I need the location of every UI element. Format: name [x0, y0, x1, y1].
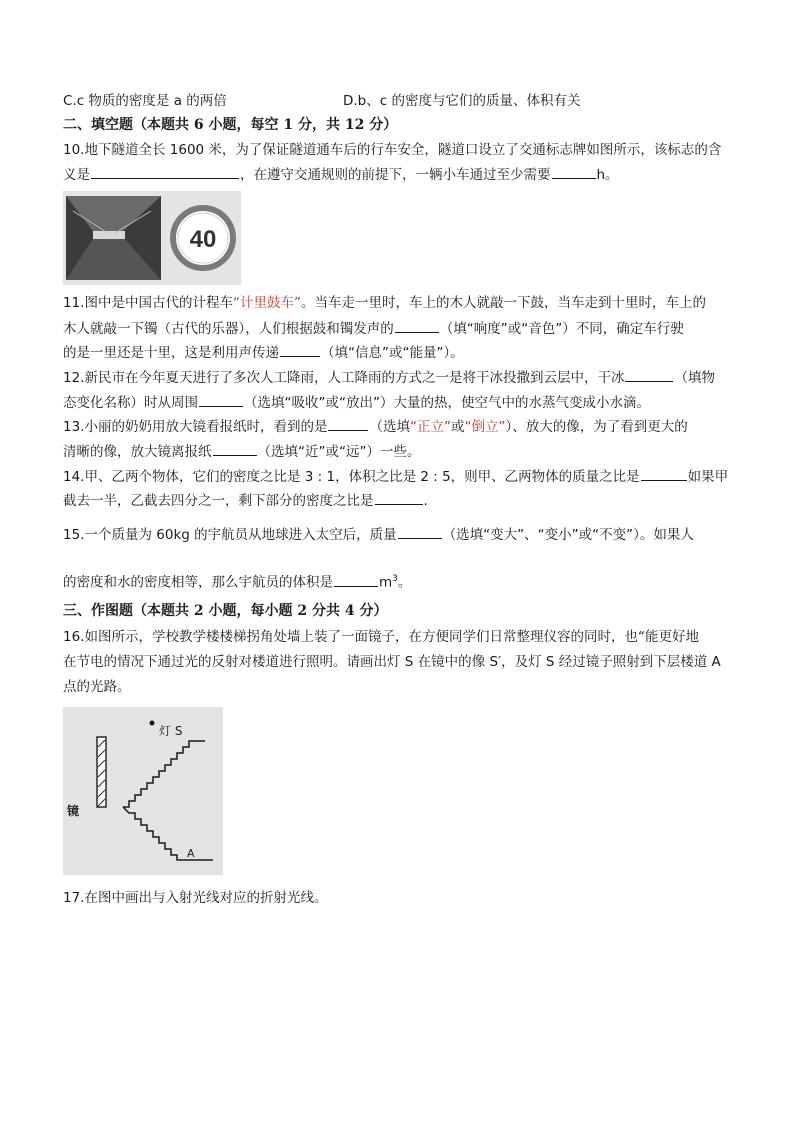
staircase-mirror-figure	[63, 707, 223, 875]
mirror-label: 镜	[67, 804, 80, 818]
q10-text-b: ，在遵守交通规则的前提下，一辆小车通过至少需要	[240, 167, 551, 183]
q16-line3: 点的光路。	[63, 679, 131, 695]
point-a-label: A	[187, 847, 195, 860]
q10-text-a: 义是	[63, 167, 90, 183]
q14-text-b: 如果甲	[687, 469, 729, 485]
q13-line2	[63, 441, 420, 462]
q10-text-c: h。	[596, 167, 619, 183]
q13-blank-1[interactable]	[328, 416, 368, 431]
q15-line1	[63, 524, 694, 545]
q13-blank-2[interactable]	[213, 441, 257, 456]
q16-line2: 在节电的情况下通过光的反射对楼道进行照明。请画出灯 S 在镜中的像 S′，及灯 S 经过镜子照射到下层楼道 A	[63, 654, 721, 670]
q12-line2	[63, 392, 650, 413]
q13-text-b: （选填	[369, 419, 410, 435]
q15-line2	[63, 569, 411, 593]
q15-text-a: 15.一个质量为 60kg 的宇航员从地球进入太空后，质量	[63, 527, 397, 543]
q13-text-c: 或	[450, 419, 465, 435]
q10-line2	[63, 164, 619, 185]
q11-line3	[63, 342, 464, 363]
option-c: C.c 物质的密度是 a 的两倍	[63, 93, 227, 109]
q11-blank-1[interactable]	[395, 318, 439, 333]
q12-text-b: （填物	[674, 370, 715, 386]
q13-red-inverted: “倒立”	[464, 419, 506, 435]
q13-text-a: 13.小丽的奶奶用放大镜看报纸时，看到的是	[63, 419, 328, 435]
section-2-title: 二、填空题（本题共 6 小题，每空 1 分，共 12 分）	[63, 117, 398, 133]
q12-blank-1[interactable]	[625, 367, 673, 382]
q11-text-f: （填“信息”或“能量”）。	[321, 345, 464, 361]
q15-blank-1[interactable]	[398, 524, 442, 539]
q11-text-d: （填“响度”或“音色”）不同，确定车行驶	[439, 321, 684, 337]
lamp-label: 灯 S	[159, 724, 183, 738]
option-row	[63, 91, 227, 111]
q14-text-c: 截去一半，乙截去四分之一，剩下部分的密度之比是	[63, 493, 374, 509]
q11-line1	[63, 293, 706, 313]
staircase-mirror-svg	[63, 707, 223, 875]
q11-text-a: 11.图中是中国古代的计程车	[63, 295, 233, 311]
lamp-icon	[150, 721, 155, 726]
speed-limit-number: 40	[189, 226, 217, 253]
q10-blank-1[interactable]	[91, 164, 239, 179]
q13-text-d: ）、放大的像，为了看到更大的	[505, 419, 688, 435]
q11-line2	[63, 318, 684, 339]
q13-text-e: 清晰的像，放大镜离报纸	[63, 444, 212, 460]
q12-text-a: 12.新民市在今年夏天进行了多次人工降雨，人工降雨的方式之一是将干冰投撒到云层中，干冰	[63, 370, 625, 386]
q13-red-upright: “正立”	[409, 419, 451, 435]
q15-text-c: 的密度和水的密度相等，那么宇航员的体积是	[63, 574, 333, 591]
q15-text-d: 。	[397, 574, 412, 591]
q11-text-b: 。当车走一里时，车上的木人就敲一下鼓，当车走到十里时，车上的	[300, 295, 706, 311]
q15-blank-2[interactable]	[334, 572, 378, 587]
q11-text-c: 木人就敲一下镯（古代的乐器），人们根据鼓和镯发声的	[63, 321, 394, 337]
q14-text-a: 14.甲、乙两个物体，它们的密度之比是 3 : 1，体积之比是 2 : 5，则甲、乙两物体的质量之比是	[63, 469, 640, 485]
q11-text-e: 的是一里还是十里，这是利用声传递	[63, 345, 279, 361]
q13-line1	[63, 416, 688, 437]
tunnel-sign-svg	[63, 191, 241, 285]
q15-text-b: （选填“变大”、“变小”或“不变”）。如果人	[442, 527, 694, 543]
q12-text-c: 态变化名称）时从周围	[63, 395, 198, 411]
q14-line1	[63, 466, 728, 487]
q15-unit-exponent: 3	[392, 574, 398, 584]
q11-red-term: “计里鼓车”	[232, 295, 301, 311]
q16-line1: 16.如图所示，学校教学楼楼梯拐角处墙上装了一面镜子，在方便同学们日常整理仪容的同时，也“能更好地	[63, 629, 699, 645]
q11-blank-2[interactable]	[280, 342, 320, 357]
q12-blank-2[interactable]	[199, 392, 243, 407]
q14-text-d: .	[423, 493, 428, 509]
tunnel-sign-figure	[63, 191, 241, 285]
q12-line1	[63, 367, 715, 388]
q13-text-f: （选填“近”或“远”）一些。	[257, 444, 421, 460]
q15-unit: m	[379, 574, 393, 591]
q14-blank-1[interactable]	[641, 466, 687, 481]
q14-line2	[63, 490, 428, 511]
option-d-row	[343, 91, 580, 111]
q17-line1: 17.在图中画出与入射光线对应的折射光线。	[63, 890, 328, 906]
q14-blank-2[interactable]	[375, 490, 423, 505]
q10-blank-2[interactable]	[552, 164, 596, 179]
q10-line1: 10.地下隧道全长 1600 米，为了保证隧道通车后的行车安全，隧道口设立了交通标志牌如图所示，该标志的含	[63, 142, 722, 158]
option-d: D.b、c 的密度与它们的质量、体积有关	[343, 93, 581, 109]
q12-text-d: （选填“吸收”或“放出”）大量的热，使空气中的水蒸气变成小水滴。	[244, 395, 650, 411]
section-3-title: 三、作图题（本题共 2 小题，每小题 2 分共 4 分）	[63, 603, 388, 619]
